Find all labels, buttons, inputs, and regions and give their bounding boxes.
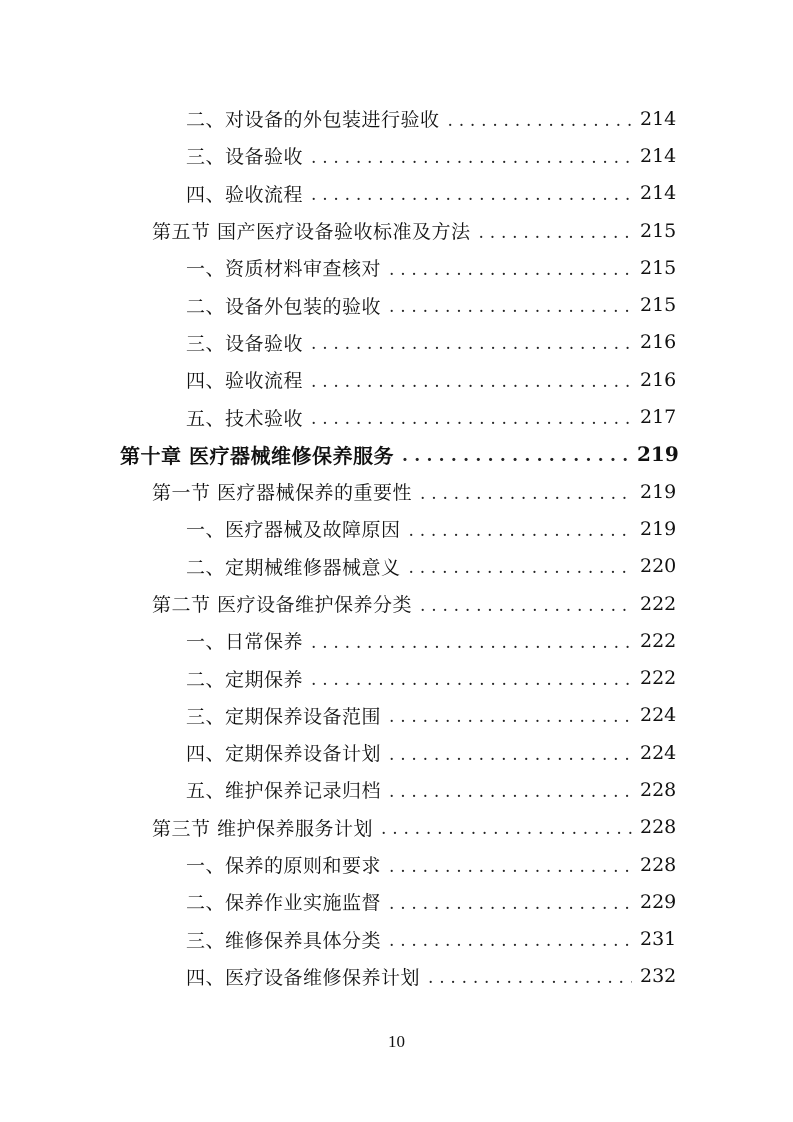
toc-entry[interactable] xyxy=(0,361,793,398)
toc-chapter-entry[interactable] xyxy=(0,436,793,473)
toc-leader-dots xyxy=(311,409,632,429)
toc-leader-dots xyxy=(389,297,632,317)
toc-leader-dots xyxy=(389,260,632,280)
toc-entry[interactable] xyxy=(0,771,793,808)
toc-entry[interactable] xyxy=(0,212,793,249)
page-number: 10 xyxy=(388,1032,405,1051)
toc-entry-title: 五、维护保养记录归档 xyxy=(186,780,382,803)
toc-entry[interactable] xyxy=(0,846,793,883)
toc-leader-dots xyxy=(381,819,632,839)
toc-entry-page: 214 xyxy=(640,182,677,205)
toc-entry-title: 三、设备验收 xyxy=(186,146,304,169)
toc-entry-page: 214 xyxy=(640,107,677,130)
toc-entry[interactable] xyxy=(0,473,793,510)
toc-entry-title: 三、设备验收 xyxy=(186,332,304,355)
toc-leader-dots xyxy=(389,857,632,877)
toc-entry[interactable] xyxy=(0,659,793,696)
toc-entry-title: 二、对设备的外包装进行验收 xyxy=(186,109,440,132)
toc-leader-dots xyxy=(389,931,632,951)
toc-entry[interactable] xyxy=(0,921,793,958)
toc-entry-page: 222 xyxy=(640,629,677,652)
toc-entry-title: 一、日常保养 xyxy=(186,631,304,654)
toc-entry[interactable] xyxy=(0,286,793,323)
toc-entry-page: 222 xyxy=(640,667,677,690)
toc-entry-page: 219 xyxy=(640,480,677,503)
toc-entry[interactable] xyxy=(0,585,793,622)
toc-leader-dots xyxy=(311,148,632,168)
toc-entry-title: 二、设备外包装的验收 xyxy=(186,295,382,318)
toc-entry-page: 232 xyxy=(640,965,677,988)
toc-entry[interactable] xyxy=(0,324,793,361)
toc-entry-page: 217 xyxy=(640,406,677,429)
toc-entry-page: 216 xyxy=(640,331,677,354)
toc-entry-page: 220 xyxy=(640,555,677,578)
toc-entry[interactable] xyxy=(0,548,793,585)
toc-entry[interactable] xyxy=(0,734,793,771)
toc-leader-dots xyxy=(311,670,632,690)
toc-leader-dots xyxy=(409,521,632,541)
toc-entry-title: 三、定期保养设备范围 xyxy=(186,705,382,728)
toc-entry-page: 229 xyxy=(640,890,677,913)
toc-leader-dots xyxy=(420,484,632,504)
toc-entry-title: 第五节 国产医疗设备验收标准及方法 xyxy=(152,221,471,244)
toc-entry-title: 三、维修保养具体分类 xyxy=(186,929,382,952)
toc-entry[interactable] xyxy=(0,510,793,547)
toc-entry-title: 一、资质材料审查核对 xyxy=(186,258,382,281)
toc-entry-title: 二、保养作业实施监督 xyxy=(186,892,382,915)
toc-entry-title: 一、保养的原则和要求 xyxy=(186,855,382,878)
toc-leader-dots xyxy=(389,745,632,765)
toc-leader-dots xyxy=(311,372,632,392)
toc-entry[interactable] xyxy=(0,398,793,435)
toc-leader-dots xyxy=(311,185,632,205)
toc-leader-dots xyxy=(389,707,632,727)
toc-entry-page: 219 xyxy=(637,442,679,467)
toc-entry-title: 四、验收流程 xyxy=(186,183,304,206)
toc-entry[interactable] xyxy=(0,175,793,212)
toc-entry-title: 五、技术验收 xyxy=(186,407,304,430)
toc-leader-dots xyxy=(389,782,632,802)
toc-entry-title: 一、医疗器械及故障原因 xyxy=(186,519,401,542)
toc-entry-page: 215 xyxy=(640,294,677,317)
toc-entry-title: 四、医疗设备维修保养计划 xyxy=(186,966,421,989)
toc-entry-page: 219 xyxy=(640,517,677,540)
toc-entry-page: 215 xyxy=(640,219,677,242)
toc-entry-page: 216 xyxy=(640,368,677,391)
toc-entry-page: 214 xyxy=(640,144,677,167)
toc-entry-page: 228 xyxy=(640,778,677,801)
toc-entry-page: 224 xyxy=(640,704,677,727)
toc-entry-page: 224 xyxy=(640,741,677,764)
table-of-contents xyxy=(0,100,793,995)
toc-leader-dots xyxy=(448,111,632,131)
toc-entry[interactable] xyxy=(0,883,793,920)
toc-leader-dots xyxy=(389,894,632,914)
toc-entry[interactable] xyxy=(0,249,793,286)
toc-entry[interactable] xyxy=(0,809,793,846)
toc-leader-dots xyxy=(402,446,629,466)
toc-entry[interactable] xyxy=(0,100,793,137)
toc-entry-title: 二、定期保养 xyxy=(186,668,304,691)
toc-leader-dots xyxy=(311,334,632,354)
toc-entry-title: 第一节 医疗器械保养的重要性 xyxy=(152,482,413,505)
toc-entry-page: 228 xyxy=(640,853,677,876)
toc-entry-title: 二、定期械维修器械意义 xyxy=(186,556,401,579)
toc-entry-title: 第二节 医疗设备维护保养分类 xyxy=(152,594,413,616)
toc-entry-page: 231 xyxy=(640,928,677,951)
toc-entry[interactable] xyxy=(0,697,793,734)
toc-entry-page: 222 xyxy=(640,592,677,615)
toc-leader-dots xyxy=(428,968,632,988)
toc-leader-dots xyxy=(479,223,632,243)
toc-leader-dots xyxy=(420,596,632,616)
toc-leader-dots xyxy=(409,558,632,578)
toc-entry[interactable] xyxy=(0,622,793,659)
toc-entry[interactable] xyxy=(0,137,793,174)
toc-leader-dots xyxy=(311,633,632,653)
toc-entry-page: 228 xyxy=(640,816,677,839)
toc-entry-title: 四、验收流程 xyxy=(186,370,304,393)
toc-entry-title: 第三节 维护保养服务计划 xyxy=(152,817,374,840)
toc-entry[interactable] xyxy=(0,958,793,995)
toc-entry-title: 第十章 医疗器械维修保养服务 xyxy=(120,443,394,468)
toc-entry-page: 215 xyxy=(640,256,677,279)
toc-entry-title: 四、定期保养设备计划 xyxy=(186,743,382,766)
